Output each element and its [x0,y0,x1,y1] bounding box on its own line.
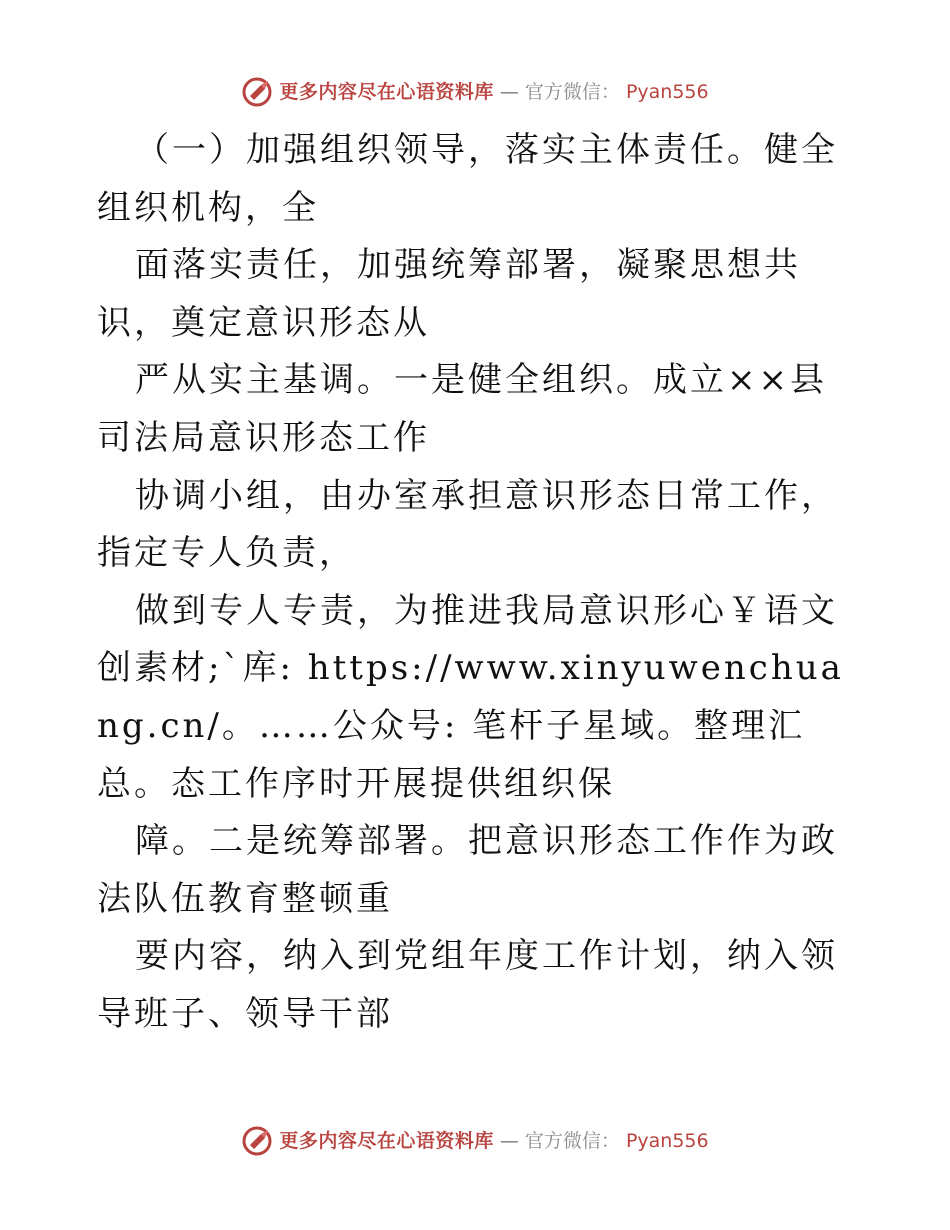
footer-wechat-label: 官方微信： [524,1130,620,1152]
paragraph-2: 面落实责任，加强统筹部署，凝聚思想共识，奠定意识形态从 [97,245,801,343]
footer-wechat-id: Pyan556 [625,1130,709,1152]
header-dash: — [499,81,519,103]
paragraph-1: （一）加强组织领导，落实主体责任。健全组织机构，全 [97,130,838,228]
footer-brand-text: 更多内容尽在心语资料库 [279,1130,494,1152]
brand-logo-icon [241,76,273,108]
paragraph-4: 协调小组，由办室承担意识形态日常工作，指定专人负责， [97,475,838,574]
footer-watermark [0,1125,950,1157]
header-brand-text: 更多内容尽在心语资料库 [279,81,494,103]
paragraph-7: 要内容，纳入到党组年度工作计划，纳入领导班子、领导干部 [97,936,838,1034]
header-watermark [0,76,950,108]
header-wechat-label: 官方微信： [524,81,620,103]
document-body [97,122,857,1044]
brand-logo-icon [241,1125,273,1157]
header-wechat-id: Pyan556 [625,81,709,103]
paragraph-6: 障。二是统筹部署。把意识形态工作作为政法队伍教育整顿重 [97,821,838,919]
paragraph-3: 严从实主基调。一是健全组织。成立××县司法局意识形态工作 [97,360,827,458]
paragraph-5: 做到专人专责，为推进我局意识形心￥语文创素材;`库: https://www.xinyuwenchuang.cn/。……公众号: 笔杆子星域。整理汇总。态工作序时开展提供组织保 [97,590,844,804]
footer-dash: — [499,1130,519,1152]
